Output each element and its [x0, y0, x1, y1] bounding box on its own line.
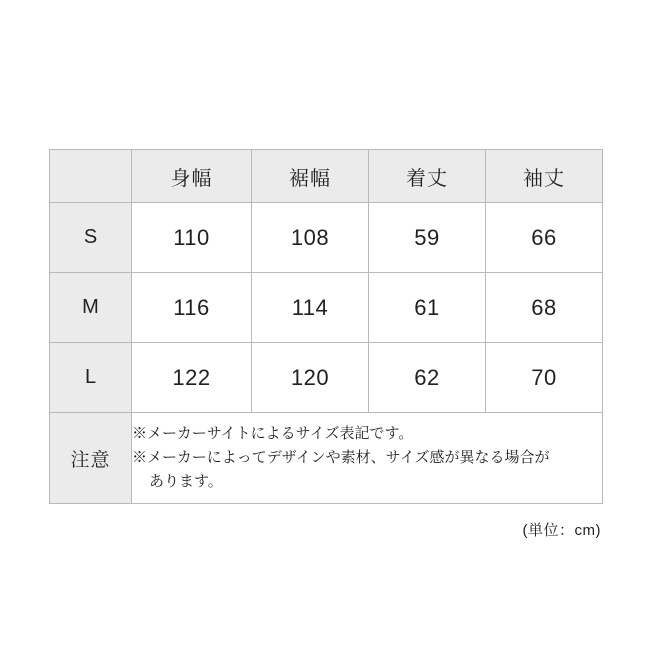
- cell-m-length: 61: [369, 273, 486, 343]
- cell-m-sleeve-length: 68: [486, 273, 603, 343]
- unit-note: (単位：cm): [522, 522, 601, 539]
- note-body: [132, 413, 603, 504]
- cell-l-length: 62: [369, 343, 486, 413]
- table-header-row: [50, 150, 603, 203]
- cell-s-sleeve-length: 66: [486, 203, 603, 273]
- cell-s-body-width: 110: [132, 203, 252, 273]
- cell-l-hem-width: 120: [252, 343, 369, 413]
- cell-s-hem-width: 108: [252, 203, 369, 273]
- table-note-row: [50, 413, 603, 504]
- column-header-body-width: 身幅: [132, 150, 252, 203]
- cell-s-length: 59: [369, 203, 486, 273]
- cell-m-body-width: 116: [132, 273, 252, 343]
- note-label: 注意: [50, 413, 132, 504]
- row-label-s: S: [50, 203, 132, 273]
- column-header-length: 着丈: [369, 150, 486, 203]
- note-line-3: あります。: [149, 473, 223, 490]
- table-corner-cell: [50, 150, 132, 203]
- size-table: [49, 149, 603, 504]
- row-label-m: M: [50, 273, 132, 343]
- cell-l-sleeve-length: 70: [486, 343, 603, 413]
- table-row: [50, 203, 603, 273]
- cell-m-hem-width: 114: [252, 273, 369, 343]
- note-line-2: ※メーカーによってデザインや素材、サイズ感が異なる場合が: [132, 449, 550, 466]
- table-row: [50, 273, 603, 343]
- row-label-l: L: [50, 343, 132, 413]
- size-table-container: [49, 149, 602, 504]
- cell-l-body-width: 122: [132, 343, 252, 413]
- table-row: [50, 343, 603, 413]
- column-header-sleeve-length: 袖丈: [486, 150, 603, 203]
- column-header-hem-width: 裾幅: [252, 150, 369, 203]
- note-line-1: ※メーカーサイトによるサイズ表記です。: [132, 425, 414, 442]
